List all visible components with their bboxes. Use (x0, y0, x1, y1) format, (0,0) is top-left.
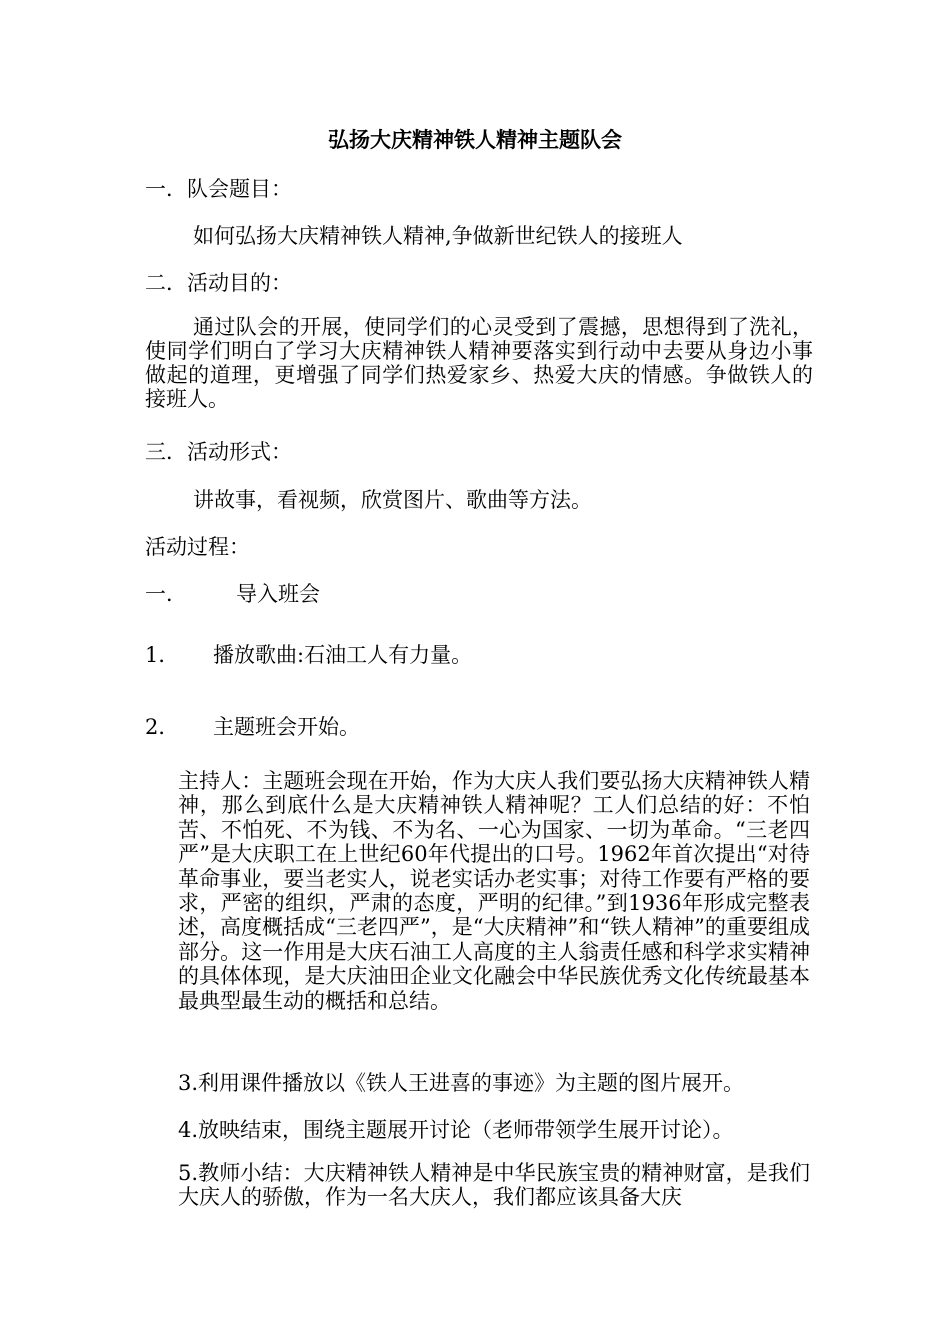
section1-heading: 一．队会题目： (145, 177, 292, 201)
host-paragraph: 主持人：主题班会现在开始，作为大庆人我们要弘扬大庆精神铁人精神，那么到底什么是大庆精神铁人精神呢？工人们总结的好：不怕苦、不怕死、不为钱、不为名、一心为国家、一切为革命。“三老四严”是大庆职工在上世纪60年代提出的口号。1962年首次提出“对待革命事业，要当老实人，说老实话办老实事；对待工作要有严格的要求，严密的组织，严肃的态度，严明的纪律。”到1936年形成完整表述，高度概括成“三老四严”，是“大庆精神”和“铁人精神”的重要组成部分。这一作用是大庆石油工人高度的主人翁责任感和科学求实精神的具体体现，是大庆油田企业文化融会中华民族优秀文化传统最基本最典型最生动的概括和总结。 (178, 769, 810, 1013)
part1-number: 一． (145, 582, 187, 606)
section2-content: 通过队会的开展，使同学们的心灵受到了震撼，思想得到了洗礼，使同学们明白了学习大庆精神铁人精神要落实到行动中去要从身边小事做起的道理，更增强了同学们热爱家乡、热爱大庆的情感。争做铁人的接班人。 (145, 315, 813, 411)
process-heading: 活动过程： (145, 535, 250, 559)
section2-heading: 二．活动目的： (145, 271, 292, 295)
step2-number: 2． (145, 715, 180, 739)
step1-number: 1． (145, 643, 180, 667)
step2-text: 主题班会开始。 (213, 715, 360, 739)
item-5: 5.教师小结：大庆精神铁人精神是中华民族宝贵的精神财富，是我们大庆人的骄傲，作为一名大庆人，我们都应该具备大庆 (178, 1161, 810, 1209)
step1-text: 播放歌曲:石油工人有力量。 (213, 643, 473, 667)
section3-heading: 三．活动形式： (145, 440, 292, 464)
part1-label: 导入班会 (236, 582, 320, 606)
section3-content: 讲故事，看视频，欣赏图片、歌曲等方法。 (193, 488, 592, 512)
item-3: 3.利用课件播放以《铁人王进喜的事迹》为主题的图片展开。 (178, 1071, 745, 1095)
section1-content: 如何弘扬大庆精神铁人精神,争做新世纪铁人的接班人 (193, 224, 683, 248)
item-4: 4.放映结束，围绕主题展开讨论（老师带领学生展开讨论）。 (178, 1118, 734, 1142)
document-title: 弘扬大庆精神铁人精神主题队会 (328, 127, 622, 152)
